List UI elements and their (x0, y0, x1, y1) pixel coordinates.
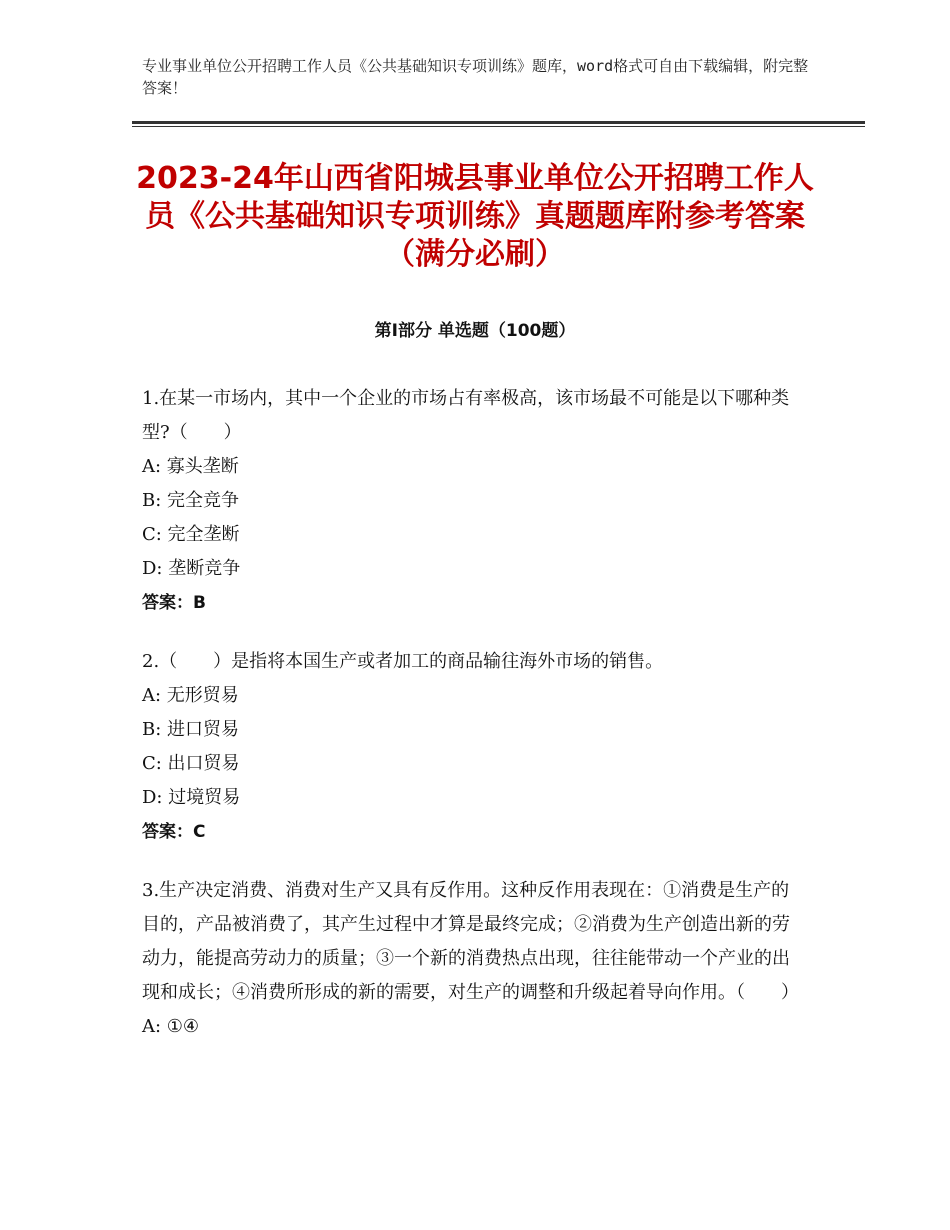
header-rule-thin (132, 126, 865, 127)
option-a: A: ①④ (142, 1016, 200, 1037)
question-list (142, 382, 802, 1069)
option-b: B: 完全竞争 (142, 490, 240, 511)
section-title: 第Ⅰ部分 单选题（100题） (374, 321, 576, 341)
question-1 (142, 382, 802, 620)
header-note: 专业事业单位公开招聘工作人员《公共基础知识专项训练》题库，word格式可自由下载编辑，附完整答案！ (142, 57, 809, 97)
question-stem: 3.生产决定消费、消费对生产又具有反作用。这种反作用表现在：①消费是生产的目的，产品被消费了，其产生过程中才算是最终完成；②消费为生产创造出新的劳动力，能提高劳动力的质量；③一个新的消费热点出现，往往能带动一个产业的出现和成长；④消费所形成的新的需要，对生产的调整和升级起着导向作用。（ ） (142, 880, 799, 1003)
answer: 答案：C (142, 822, 206, 842)
question-2 (142, 645, 802, 849)
option-a: A: 寡头垄断 (142, 456, 239, 477)
header-rule-thick (132, 121, 865, 124)
question-stem: 1.在某一市场内，其中一个企业的市场占有率极高，该市场最不可能是以下哪种类型?（ ） (142, 388, 790, 443)
question-stem: 2.（ ）是指将本国生产或者加工的商品输往海外市场的销售。 (142, 651, 664, 672)
document-title: 2023-24年山西省阳城县事业单位公开招聘工作人员《公共基础知识专项训练》真题题库附参考答案（满分必刷） (136, 161, 814, 272)
option-d: D: 过境贸易 (142, 787, 241, 808)
option-a: A: 无形贸易 (142, 685, 239, 706)
option-b: B: 进口贸易 (142, 719, 240, 740)
option-c: C: 完全垄断 (142, 524, 240, 545)
option-d: D: 垄断竞争 (142, 558, 241, 579)
answer: 答案：B (142, 593, 206, 613)
question-3 (142, 874, 802, 1044)
option-c: C: 出口贸易 (142, 753, 240, 774)
